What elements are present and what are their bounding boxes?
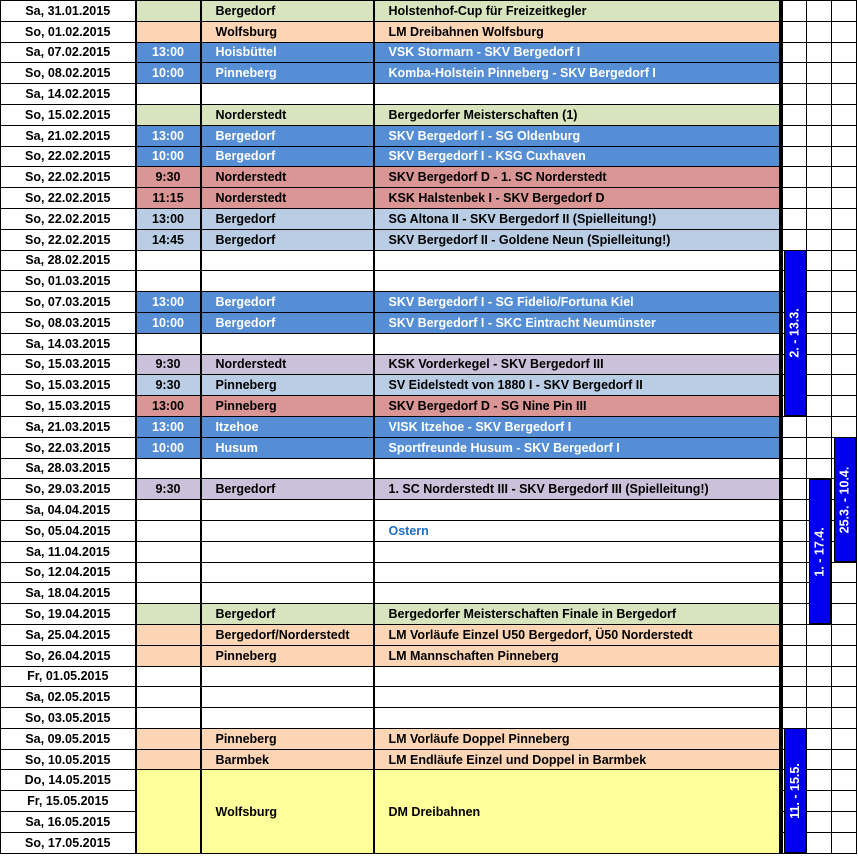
holiday-column-cell [807,167,832,188]
time-cell [136,1,201,22]
holiday-column-cell [807,354,832,375]
event-cell: VISK Itzehoe - SKV Bergedorf I [374,416,780,437]
date-cell: Sa, 28.03.2015 [1,458,136,479]
date-cell: So, 10.05.2015 [1,749,136,770]
date-cell: So, 26.04.2015 [1,645,136,666]
holiday-column-cell [807,624,832,645]
date-cell: Sa, 25.04.2015 [1,624,136,645]
venue-cell [201,708,374,729]
event-cell: KSK Halstenbek I - SKV Bergedorf D [374,188,780,209]
event-cell: 1. SC Norderstedt III - SKV Bergedorf III (Spielleitung!) [374,479,780,500]
venue-cell: Bergedorf [201,312,374,333]
schedule-row [1,21,857,42]
holiday-column-cell [782,500,807,521]
holiday-column-cell [782,520,807,541]
holiday-column-cell [782,416,807,437]
time-cell [136,250,201,271]
holiday-column-cell [832,229,857,250]
holiday-column-cell [832,770,857,791]
holiday-column-cell [782,437,807,458]
holiday-column-cell [807,271,832,292]
schedule-row [1,604,857,625]
venue-cell: Pinneberg [201,396,374,417]
date-cell: Sa, 07.02.2015 [1,42,136,63]
event-cell: DM Dreibahnen [374,770,780,853]
holiday-column-cell [807,812,832,833]
time-cell [136,770,201,853]
event-cell: SV Eidelstedt von 1880 I - SKV Bergedorf II [374,375,780,396]
time-cell: 13:00 [136,396,201,417]
event-cell: SKV Bergedorf D - SG Nine Pin III [374,396,780,417]
holiday-column-cell [782,167,807,188]
schedule-row [1,167,857,188]
schedule-row [1,188,857,209]
date-cell: Fr, 01.05.2015 [1,666,136,687]
schedule-row [1,437,857,458]
date-cell: So, 08.03.2015 [1,312,136,333]
event-cell: LM Mannschaften Pinneberg [374,645,780,666]
school-holiday-bar [809,479,831,625]
school-holiday-bar [784,250,806,416]
holiday-column-cell [832,645,857,666]
time-cell: 10:00 [136,146,201,167]
time-cell [136,666,201,687]
schedule-row [1,687,857,708]
date-cell: So, 01.03.2015 [1,271,136,292]
venue-cell: Hoisbüttel [201,42,374,63]
holiday-column-cell [807,416,832,437]
date-cell: So, 22.03.2015 [1,437,136,458]
date-cell: So, 22.02.2015 [1,188,136,209]
date-cell: Sa, 21.02.2015 [1,125,136,146]
schedule-row [1,312,857,333]
time-cell [136,645,201,666]
schedule-row [1,541,857,562]
time-cell [136,708,201,729]
date-cell: So, 07.03.2015 [1,292,136,313]
event-cell: SKV Bergedorf I - KSG Cuxhaven [374,146,780,167]
holiday-column-cell [782,84,807,105]
event-cell: Sportfreunde Husum - SKV Bergedorf I [374,437,780,458]
venue-cell [201,500,374,521]
time-cell: 9:30 [136,167,201,188]
holiday-column-cell [807,312,832,333]
venue-cell: Husum [201,437,374,458]
venue-cell [201,583,374,604]
time-cell: 13:00 [136,125,201,146]
school-holiday-label: 2. - 13.3. [787,308,802,358]
holiday-column-cell [832,84,857,105]
holiday-column-cell [807,708,832,729]
venue-cell: Norderstedt [201,188,374,209]
venue-cell [201,562,374,583]
holiday-column-cell [832,125,857,146]
venue-cell: Norderstedt [201,354,374,375]
schedule-row [1,229,857,250]
venue-cell: Wolfsburg [201,21,374,42]
holiday-column-cell [807,728,832,749]
event-cell [374,541,780,562]
venue-cell [201,687,374,708]
holiday-column-cell [782,104,807,125]
venue-cell [201,458,374,479]
event-cell [374,333,780,354]
holiday-column-cell [782,624,807,645]
holiday-column-cell [782,666,807,687]
holiday-column-cell [782,708,807,729]
event-cell [374,271,780,292]
time-cell [136,333,201,354]
schedule-row [1,708,857,729]
schedule-row [1,458,857,479]
holiday-column-cell [807,791,832,812]
time-cell: 13:00 [136,208,201,229]
schedule-row [1,42,857,63]
event-cell [374,687,780,708]
time-cell: 9:30 [136,479,201,500]
holiday-column-cell [832,687,857,708]
venue-cell [201,250,374,271]
holiday-column-cell [782,583,807,604]
holiday-column-cell [782,458,807,479]
venue-cell: Bergedorf [201,479,374,500]
time-cell [136,84,201,105]
date-cell: So, 29.03.2015 [1,479,136,500]
holiday-column-cell [832,708,857,729]
schedule-row [1,479,857,500]
holiday-column-cell [807,188,832,209]
holiday-column-cell [832,63,857,84]
event-cell: SKV Bergedorf I - SG Oldenburg [374,125,780,146]
holiday-column-cell [832,354,857,375]
holiday-column-cell [807,146,832,167]
holiday-column-cell [832,812,857,833]
holiday-column-cell [807,1,832,22]
venue-cell: Wolfsburg [201,770,374,853]
holiday-column-cell [782,541,807,562]
date-cell: So, 22.02.2015 [1,229,136,250]
date-cell: Sa, 31.01.2015 [1,1,136,22]
schedule-row [1,104,857,125]
venue-cell [201,84,374,105]
holiday-column-cell [807,63,832,84]
holiday-column-cell [782,229,807,250]
holiday-column-cell [782,188,807,209]
date-cell: So, 01.02.2015 [1,21,136,42]
event-cell [374,500,780,521]
venue-cell: Bergedorf [201,208,374,229]
event-cell: Holstenhof-Cup für Freizeitkegler [374,1,780,22]
time-cell: 10:00 [136,437,201,458]
holiday-column-cell [782,208,807,229]
holiday-column-cell [832,146,857,167]
holiday-column-cell [832,208,857,229]
holiday-column-cell [807,208,832,229]
event-cell: Komba-Holstein Pinneberg - SKV Bergedorf I [374,63,780,84]
time-cell [136,104,201,125]
time-cell [136,749,201,770]
holiday-column-cell [782,42,807,63]
event-cell [374,583,780,604]
event-cell: Bergedorfer Meisterschaften (1) [374,104,780,125]
time-cell: 13:00 [136,42,201,63]
holiday-column-cell [832,333,857,354]
holiday-column-cell [832,250,857,271]
schedule-row [1,416,857,437]
time-cell [136,624,201,645]
venue-cell [201,271,374,292]
time-cell [136,541,201,562]
venue-cell [201,333,374,354]
date-cell: So, 15.02.2015 [1,104,136,125]
holiday-column-cell [782,645,807,666]
holiday-column-cell [782,146,807,167]
time-cell [136,562,201,583]
date-cell: So, 15.03.2015 [1,354,136,375]
holiday-column-cell [807,250,832,271]
holiday-column-cell [807,687,832,708]
time-cell: 14:45 [136,229,201,250]
date-cell: Sa, 14.03.2015 [1,333,136,354]
time-cell: 9:30 [136,354,201,375]
venue-cell [201,666,374,687]
time-cell: 10:00 [136,312,201,333]
holiday-column-cell [807,84,832,105]
holiday-column-cell [807,42,832,63]
venue-cell: Bergedorf [201,604,374,625]
time-cell: 13:00 [136,416,201,437]
holiday-column-cell [807,396,832,417]
event-cell [374,250,780,271]
venue-cell: Bergedorf [201,292,374,313]
date-cell: Sa, 02.05.2015 [1,687,136,708]
holiday-column-cell [807,125,832,146]
holiday-column-cell [807,437,832,458]
time-cell [136,500,201,521]
holiday-column-cell [832,749,857,770]
time-cell [136,687,201,708]
time-cell: 9:30 [136,375,201,396]
event-cell: KSK Vorderkegel - SKV Bergedorf III [374,354,780,375]
holiday-column-cell [832,42,857,63]
holiday-column-cell [832,416,857,437]
schedule-row [1,354,857,375]
schedule-row [1,146,857,167]
schedule-row [1,375,857,396]
date-cell: Sa, 16.05.2015 [1,812,136,833]
holiday-column-cell [782,125,807,146]
holiday-column-cell [807,749,832,770]
venue-cell: Itzehoe [201,416,374,437]
date-cell: So, 17.05.2015 [1,832,136,853]
schedule-row [1,396,857,417]
holiday-column-cell [782,1,807,22]
time-cell [136,583,201,604]
schedule-body [1,1,857,854]
school-holiday-label: 1. - 17.4. [812,526,827,577]
schedule-row [1,500,857,521]
holiday-column-cell [832,562,857,583]
schedule-row [1,333,857,354]
schedule-row [1,84,857,105]
holiday-column-cell [782,479,807,500]
holiday-column-cell [832,104,857,125]
school-holiday-label: 25.3. - 10.4. [837,466,852,533]
event-cell [374,708,780,729]
event-cell: SKV Bergedorf I - SKC Eintracht Neumünster [374,312,780,333]
holiday-column-cell [807,333,832,354]
venue-cell: Bergedorf [201,229,374,250]
holiday-column-cell [832,396,857,417]
schedule-row [1,624,857,645]
schedule-row [1,1,857,22]
venue-cell: Pinneberg [201,728,374,749]
schedule-row [1,770,857,791]
date-cell: Do, 14.05.2015 [1,770,136,791]
schedule-row [1,562,857,583]
event-cell [374,84,780,105]
holiday-column-cell [832,583,857,604]
date-cell: So, 22.02.2015 [1,146,136,167]
event-cell: SKV Bergedorf D - 1. SC Norderstedt [374,167,780,188]
event-cell: LM Endläufe Einzel und Doppel in Barmbek [374,749,780,770]
time-cell [136,728,201,749]
event-cell: SG Altona II - SKV Bergedorf II (Spielleitung!) [374,208,780,229]
venue-cell: Bergedorf [201,125,374,146]
school-holiday-bar [784,728,806,853]
event-cell [374,666,780,687]
time-cell [136,520,201,541]
event-cell: Ostern [374,520,780,541]
schedule-row [1,520,857,541]
venue-cell [201,520,374,541]
school-holiday-label: 11. - 15.5. [787,762,802,819]
schedule-row [1,125,857,146]
event-cell: LM Vorläufe Einzel U50 Bergedorf, Ü50 Norderstedt [374,624,780,645]
holiday-column-cell [807,770,832,791]
schedule-row [1,208,857,229]
holiday-column-cell [832,188,857,209]
holiday-column-cell [832,666,857,687]
schedule-row [1,250,857,271]
holiday-column-cell [832,375,857,396]
date-cell: So, 19.04.2015 [1,604,136,625]
schedule-row [1,645,857,666]
time-cell [136,604,201,625]
schedule-row [1,583,857,604]
venue-cell: Pinneberg [201,645,374,666]
time-cell: 10:00 [136,63,201,84]
holiday-column-cell [832,604,857,625]
holiday-column-cell [832,167,857,188]
schedule-row [1,292,857,313]
event-cell [374,562,780,583]
date-cell: So, 08.02.2015 [1,63,136,84]
date-cell: So, 15.03.2015 [1,396,136,417]
date-cell: So, 12.04.2015 [1,562,136,583]
date-cell: So, 22.02.2015 [1,208,136,229]
event-cell: SKV Bergedorf I - SG Fidelio/Fortuna Kiel [374,292,780,313]
school-holiday-bar [834,437,856,562]
time-cell [136,458,201,479]
holiday-column-cell [832,832,857,853]
date-cell: So, 22.02.2015 [1,167,136,188]
venue-cell [201,541,374,562]
date-cell: Sa, 04.04.2015 [1,500,136,521]
venue-cell: Pinneberg [201,375,374,396]
schedule-row [1,63,857,84]
date-cell: So, 15.03.2015 [1,375,136,396]
date-cell: Sa, 09.05.2015 [1,728,136,749]
holiday-column-cell [832,21,857,42]
event-cell: LM Vorläufe Doppel Pinneberg [374,728,780,749]
venue-cell: Norderstedt [201,104,374,125]
holiday-column-cell [807,229,832,250]
venue-cell: Pinneberg [201,63,374,84]
venue-cell: Bergedorf [201,146,374,167]
venue-cell: Bergedorf [201,1,374,22]
time-cell: 11:15 [136,188,201,209]
date-cell: So, 03.05.2015 [1,708,136,729]
time-cell [136,21,201,42]
holiday-column-cell [832,791,857,812]
holiday-column-cell [807,292,832,313]
holiday-column-cell [782,562,807,583]
holiday-column-cell [832,292,857,313]
holiday-column-cell [807,832,832,853]
holiday-column-cell [832,271,857,292]
holiday-column-cell [782,63,807,84]
schedule-row [1,749,857,770]
holiday-column-cell [807,21,832,42]
venue-cell: Norderstedt [201,167,374,188]
holiday-column-cell [832,728,857,749]
date-cell: Sa, 28.02.2015 [1,250,136,271]
holiday-column-cell [832,312,857,333]
holiday-column-cell [832,624,857,645]
date-cell: Fr, 15.05.2015 [1,791,136,812]
venue-cell: Barmbek [201,749,374,770]
schedule-row [1,271,857,292]
time-cell [136,271,201,292]
event-cell [374,458,780,479]
holiday-column-cell [782,604,807,625]
event-cell: SKV Bergedorf II - Goldene Neun (Spielleitung!) [374,229,780,250]
holiday-column-cell [807,375,832,396]
date-cell: Sa, 14.02.2015 [1,84,136,105]
date-cell: Sa, 11.04.2015 [1,541,136,562]
holiday-column-cell [807,458,832,479]
date-cell: Sa, 18.04.2015 [1,583,136,604]
holiday-column-cell [807,645,832,666]
time-cell: 13:00 [136,292,201,313]
holiday-column-cell [832,1,857,22]
event-cell: VSK Stormarn - SKV Bergedorf I [374,42,780,63]
holiday-column-cell [807,666,832,687]
venue-cell: Bergedorf/Norderstedt [201,624,374,645]
holiday-column-cell [807,104,832,125]
holiday-column-cell [782,687,807,708]
schedule-row [1,728,857,749]
holiday-column-cell [782,21,807,42]
event-cell: LM Dreibahnen Wolfsburg [374,21,780,42]
event-cell: Bergedorfer Meisterschaften Finale in Bergedorf [374,604,780,625]
date-cell: Sa, 21.03.2015 [1,416,136,437]
date-cell: So, 05.04.2015 [1,520,136,541]
schedule-row [1,666,857,687]
